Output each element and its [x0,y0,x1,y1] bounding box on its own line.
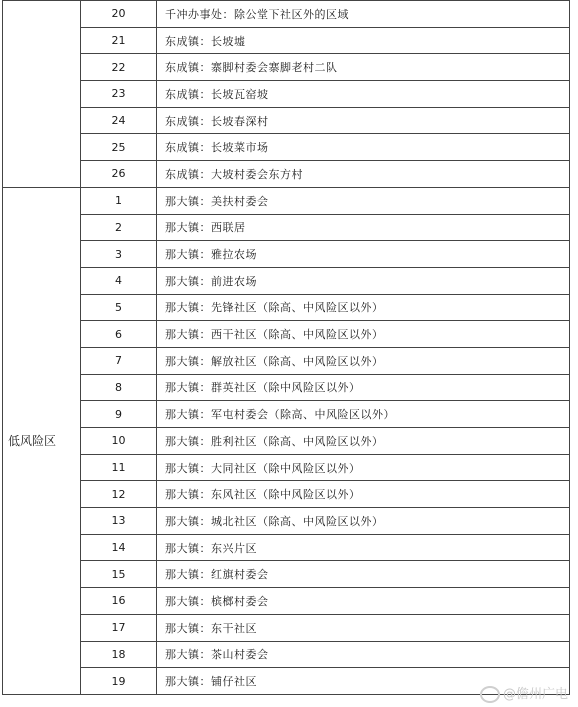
row-place: 那大镇：大同社区（除中风险区以外） [157,454,570,481]
row-number: 26 [81,161,157,188]
table-row [3,614,570,641]
row-place: 那大镇：东干社区 [157,614,570,641]
table-row [3,428,570,455]
table-row [3,641,570,668]
row-number: 20 [81,1,157,28]
table-row [3,588,570,615]
row-place: 那大镇：红旗村委会 [157,561,570,588]
table-row [3,81,570,108]
table-row [3,294,570,321]
row-number: 24 [81,107,157,134]
row-number: 22 [81,54,157,81]
row-place: 那大镇：军屯村委会（除高、中风险区以外） [157,401,570,428]
weibo-icon [480,686,500,703]
row-number: 3 [81,241,157,268]
table-row [3,508,570,535]
row-place: 那大镇：城北社区（除高、中风险区以外） [157,508,570,535]
row-place: 那大镇：茶山村委会 [157,641,570,668]
table-row [3,1,570,28]
row-place: 那大镇：前进农场 [157,267,570,294]
category-low-risk: 低风险区 [3,187,81,694]
row-place: 那大镇：西干社区（除高、中风险区以外） [157,321,570,348]
row-number: 19 [81,668,157,695]
row-number: 9 [81,401,157,428]
table-row [3,454,570,481]
row-number: 12 [81,481,157,508]
row-number: 16 [81,588,157,615]
table-row [3,214,570,241]
row-number: 15 [81,561,157,588]
row-number: 4 [81,267,157,294]
row-place: 那大镇：解放社区（除高、中风险区以外） [157,347,570,374]
row-place: 那大镇：铺仔社区 [157,668,570,695]
table-row [3,54,570,81]
category-cell-prev [3,1,81,188]
row-place: 东成镇：寨脚村委会寨脚老村二队 [157,54,570,81]
row-place: 东成镇：长坡菜市场 [157,134,570,161]
table-row [3,27,570,54]
row-number: 1 [81,187,157,214]
table-row [3,107,570,134]
table-row [3,267,570,294]
row-number: 6 [81,321,157,348]
row-number: 7 [81,347,157,374]
risk-area-table [2,0,570,695]
watermark [480,683,568,703]
watermark-text: @儋州广电 [502,687,568,702]
row-number: 14 [81,534,157,561]
table-row [3,561,570,588]
row-number: 11 [81,454,157,481]
row-place: 那大镇：雅拉农场 [157,241,570,268]
row-number: 25 [81,134,157,161]
row-place: 那大镇：东兴片区 [157,534,570,561]
row-place: 那大镇：先锋社区（除高、中风险区以外） [157,294,570,321]
row-place: 东成镇：长坡墟 [157,27,570,54]
row-number: 21 [81,27,157,54]
row-place: 那大镇：美扶村委会 [157,187,570,214]
row-place: 那大镇：东风社区（除中风险区以外） [157,481,570,508]
row-number: 13 [81,508,157,535]
row-number: 2 [81,214,157,241]
row-place: 东成镇：长坡瓦窑坡 [157,81,570,108]
table-row [3,347,570,374]
row-place: 东成镇：长坡春深村 [157,107,570,134]
row-place: 那大镇：胜利社区（除高、中风险区以外） [157,428,570,455]
table-row [3,534,570,561]
table-row [3,481,570,508]
table-row [3,401,570,428]
row-number: 23 [81,81,157,108]
table-row [3,241,570,268]
table-row [3,134,570,161]
row-place: 那大镇：群英社区（除中风险区以外） [157,374,570,401]
table-row [3,187,570,214]
row-number: 8 [81,374,157,401]
row-place: 东成镇：大坡村委会东方村 [157,161,570,188]
table-row [3,321,570,348]
table-row [3,161,570,188]
row-number: 17 [81,614,157,641]
row-number: 10 [81,428,157,455]
row-number: 5 [81,294,157,321]
row-place: 千冲办事处：除公堂下社区外的区域 [157,1,570,28]
row-place: 那大镇：西联居 [157,214,570,241]
table-row [3,374,570,401]
row-number: 18 [81,641,157,668]
row-place: 那大镇：槟榔村委会 [157,588,570,615]
